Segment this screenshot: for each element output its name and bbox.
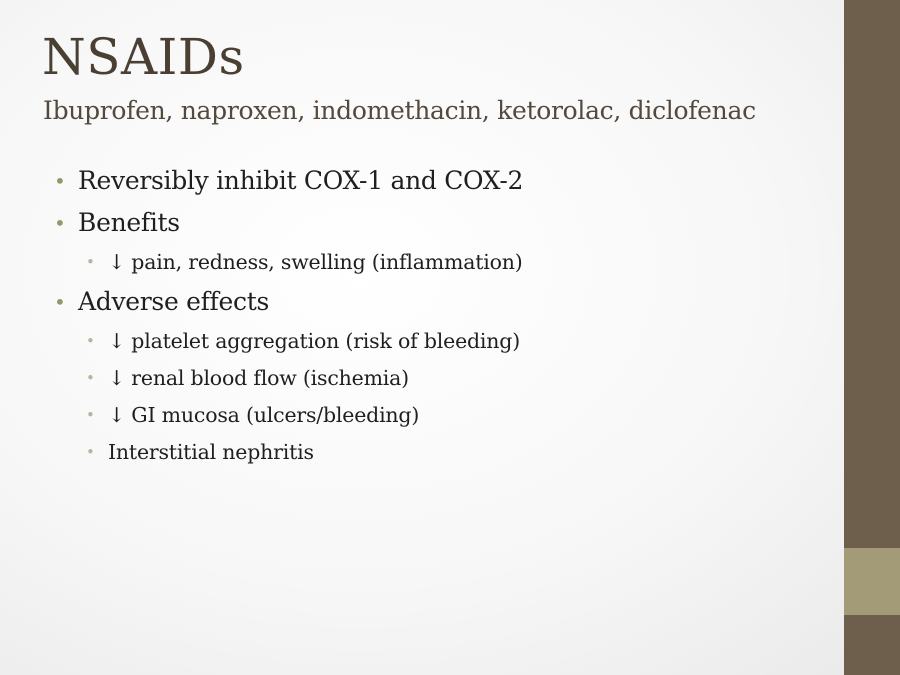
bullet-adverse-effects bbox=[52, 281, 812, 323]
sub-bullet-dot: • bbox=[86, 253, 95, 271]
side-decor-accent bbox=[844, 548, 900, 615]
slide-title: NSAIDs bbox=[42, 28, 245, 86]
sub-bullet-text: Interstitial nephritis bbox=[108, 440, 314, 464]
sub-bullet-gi bbox=[52, 397, 812, 434]
sub-bullet-dot: • bbox=[86, 369, 95, 387]
bullet-dot: • bbox=[54, 290, 66, 314]
sub-bullet-inflammation bbox=[52, 244, 812, 281]
sub-bullet-dot: • bbox=[86, 332, 95, 350]
bullet-cox-inhibition bbox=[52, 160, 812, 202]
bullet-text: Adverse effects bbox=[78, 287, 269, 316]
bullet-text: Benefits bbox=[78, 208, 180, 237]
slide-subtitle: Ibuprofen, naproxen, indomethacin, ketorolac, diclofenac bbox=[43, 96, 756, 125]
sub-bullet-text: ↓ GI mucosa (ulcers/bleeding) bbox=[108, 403, 420, 427]
sub-bullet-text: ↓ platelet aggregation (risk of bleeding) bbox=[108, 329, 521, 353]
sub-bullet-text: ↓ pain, redness, swelling (inflammation) bbox=[108, 250, 523, 274]
sub-bullet-text: ↓ renal blood flow (ischemia) bbox=[108, 366, 409, 390]
bullet-dot: • bbox=[54, 169, 66, 193]
bullet-benefits bbox=[52, 202, 812, 244]
sub-bullet-platelet bbox=[52, 323, 812, 360]
sub-bullet-nephritis bbox=[52, 434, 812, 471]
sub-bullet-dot: • bbox=[86, 406, 95, 424]
bullet-dot: • bbox=[54, 211, 66, 235]
sub-bullet-renal bbox=[52, 360, 812, 397]
bullet-list bbox=[52, 160, 812, 471]
bullet-text: Reversibly inhibit COX-1 and COX-2 bbox=[78, 166, 524, 195]
sub-bullet-dot: • bbox=[86, 443, 95, 461]
